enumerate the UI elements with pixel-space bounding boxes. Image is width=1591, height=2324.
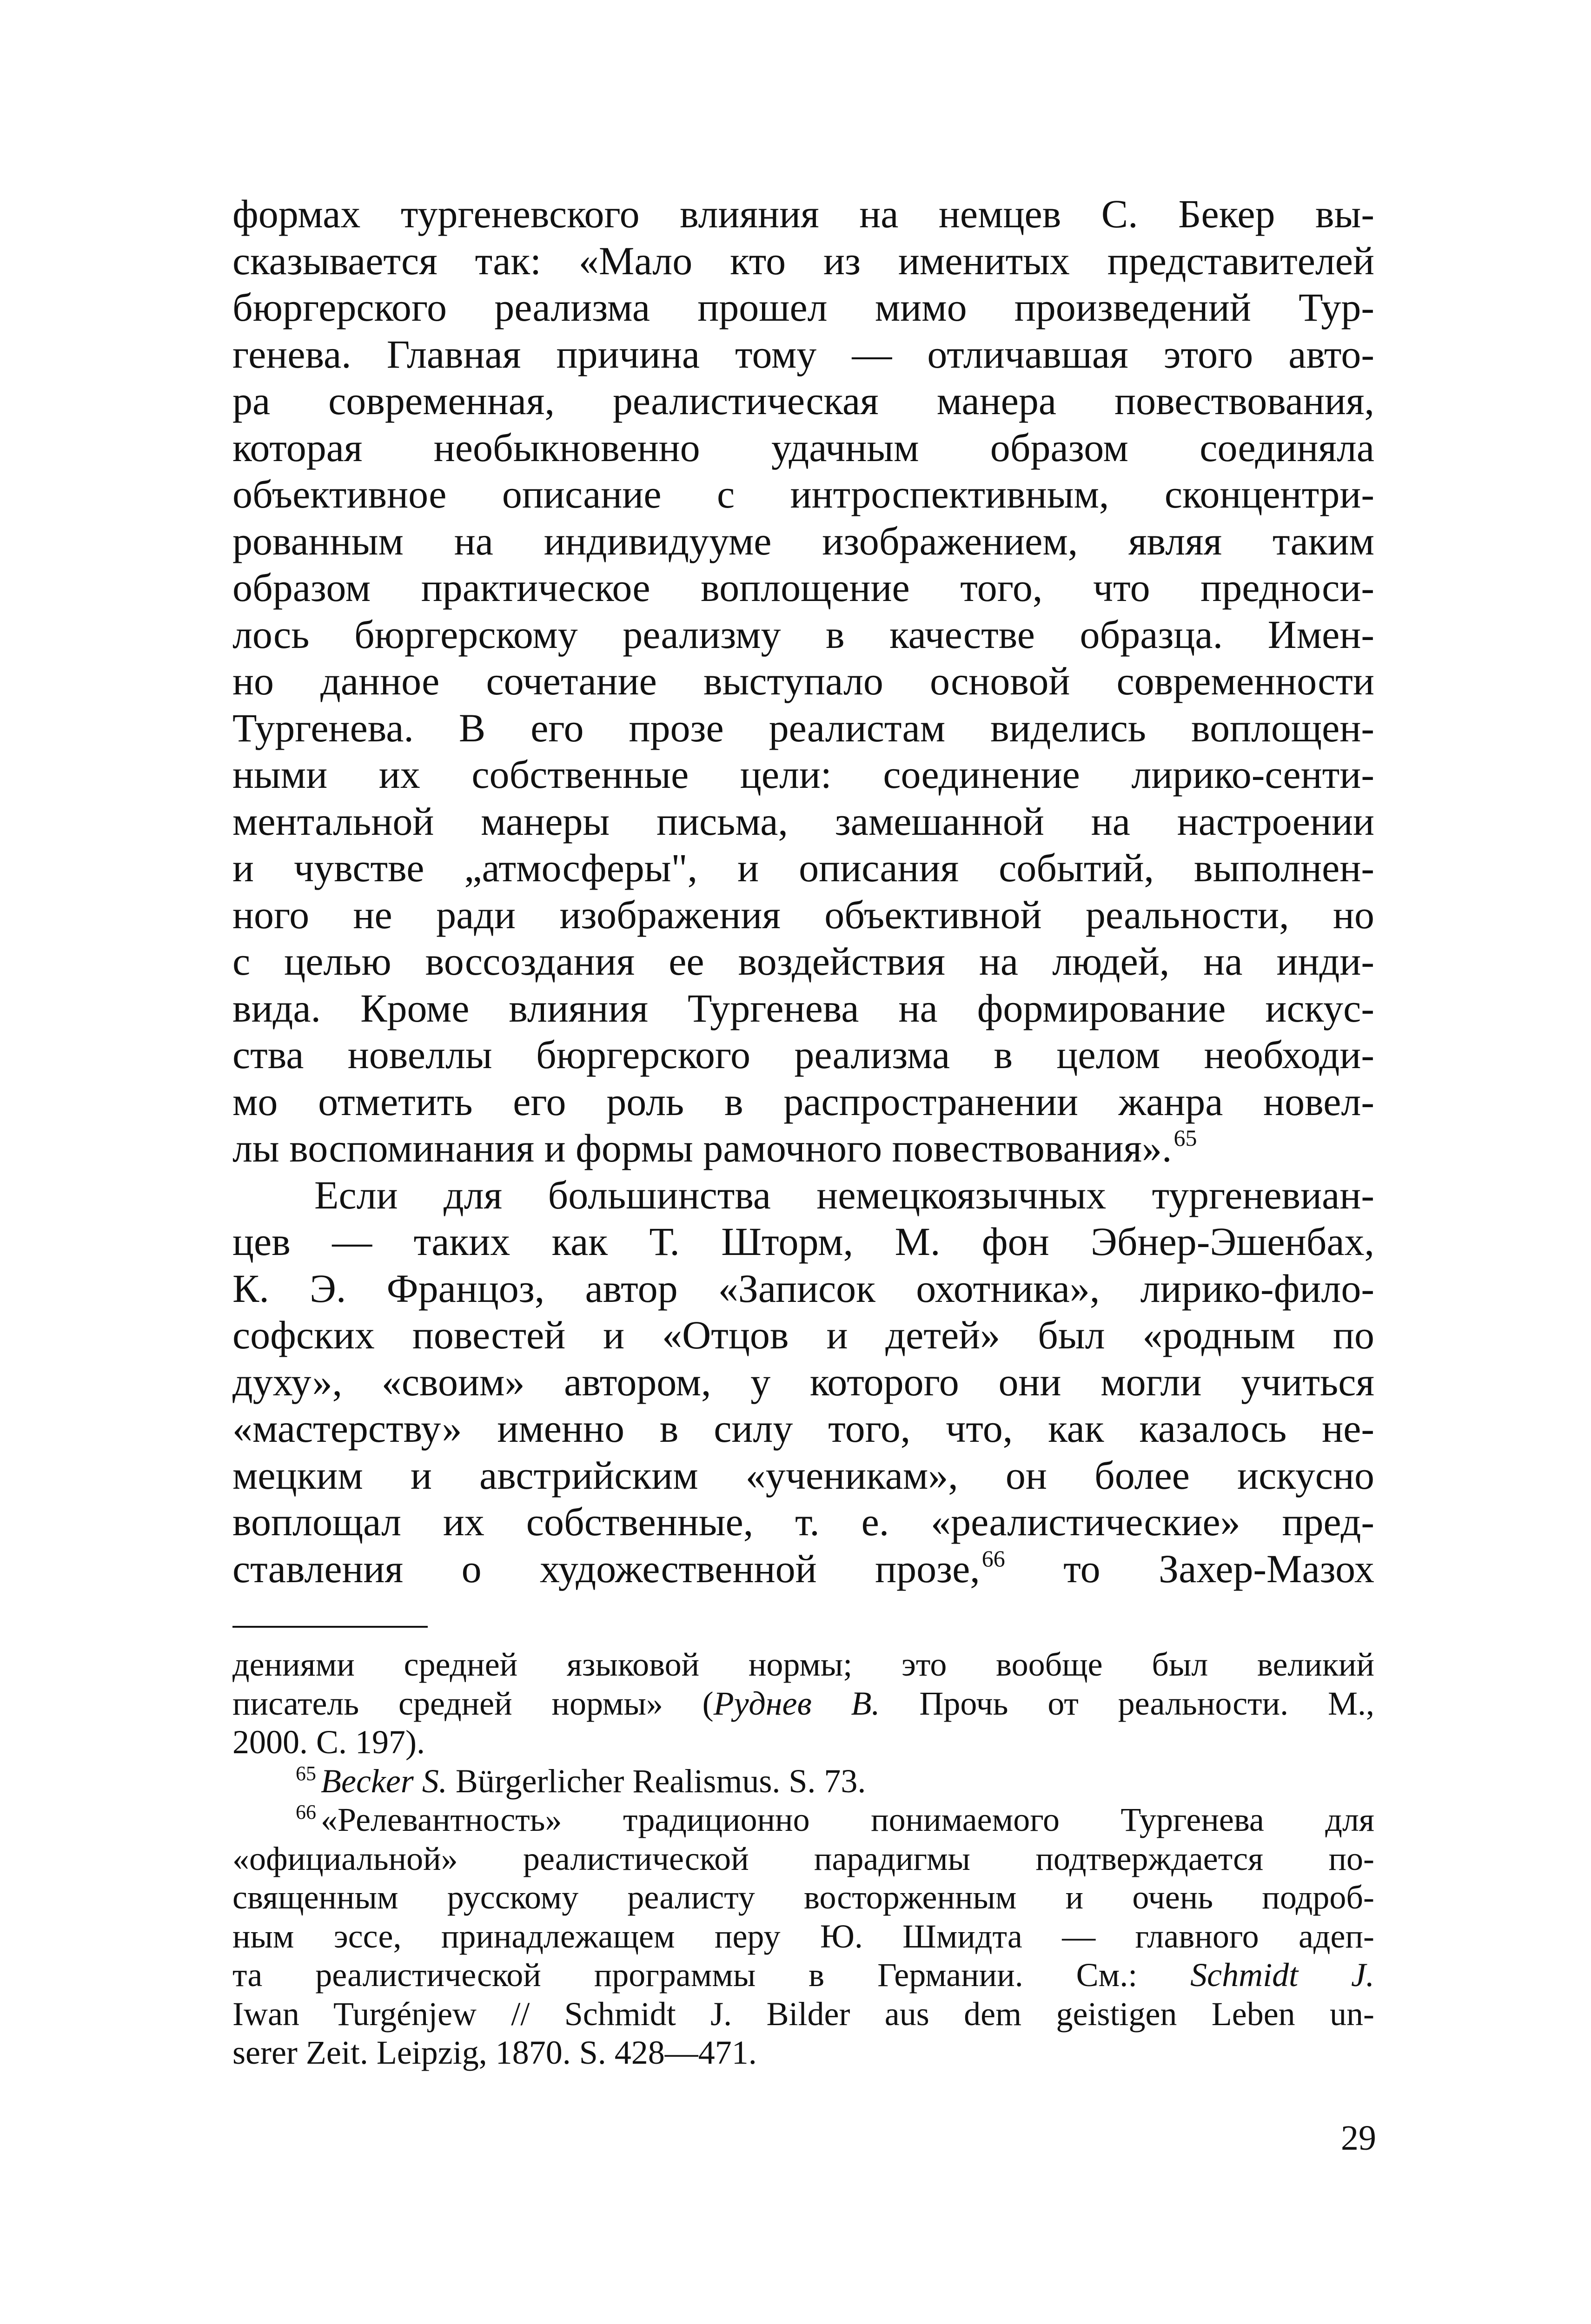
text-line: бюргерского реализма прошел мимо произведений Тур- — [232, 285, 1374, 330]
text-line-content: ставления о художественной прозе, — [232, 1546, 980, 1591]
footnote-text: Bürgerlicher Realismus. S. 73. — [447, 1762, 866, 1800]
footnote-text: «Релевантность» традиционно понимаемого Тургенева для — [321, 1801, 1374, 1838]
text-line: софских повестей и «Отцов и детей» был «родным по — [232, 1313, 1374, 1357]
text-line: ного не ради изображения объективной реальности, но — [232, 892, 1374, 937]
footnote-continuation-line: дениями средней языковой нормы; это вообще был великий — [232, 1646, 1374, 1683]
text-line: формах тургеневского влияния на немцев С. Бекер вы- — [232, 191, 1374, 236]
text-line: духу», «своим» автором, у которого они могли учиться — [232, 1359, 1374, 1404]
text-line: К. Э. Францоз, автор «Записок охотника», лирико-фило- — [232, 1266, 1374, 1311]
footnote-number: 65 — [296, 1762, 316, 1785]
text-line: с целью воссоздания ее воздействия на людей, на инди- — [232, 939, 1374, 984]
text-line: и чувстве „атмосферы", и описания событий, выполнен- — [232, 845, 1374, 890]
footnote-ref-65[interactable]: 65 — [1173, 1125, 1197, 1151]
main-text-body — [232, 191, 1374, 1592]
text-line: мецким и австрийским «ученикам», он более искусно — [232, 1452, 1374, 1498]
footnote-separator — [232, 1626, 428, 1628]
text-line: ра современная, реалистическая манера повествования, — [232, 378, 1374, 423]
text-line: лось бюргерскому реализму в качестве образца. Имен- — [232, 612, 1374, 657]
footnote-number: 66 — [296, 1801, 316, 1823]
footnote-author: Руднев В. — [713, 1684, 880, 1722]
text-line: воплощал их собственные, т. е. «реалистические» пред- — [232, 1499, 1374, 1544]
text-line: которая необыкновенно удачным образом соединяла — [232, 425, 1374, 470]
footnotes-section — [232, 1645, 1374, 2073]
text-line-with-footnote-ref — [232, 1545, 1374, 1592]
footnote-text: писатель средней нормы» ( — [232, 1684, 714, 1722]
footnote-continuation-line — [232, 1684, 1374, 1723]
footnote-continuation-line: 2000. С. 197). — [232, 1723, 425, 1761]
text-line: сказывается так: «Мало кто из именитых представителей — [232, 238, 1374, 283]
text-line: образом практическое воплощение того, что предноси- — [232, 565, 1374, 610]
text-line: но данное сочетание выступало основой современности — [232, 659, 1374, 703]
text-line: цев — таких как Т. Шторм, М. фон Эбнер-Эшенбах, — [232, 1219, 1374, 1264]
text-line-content: лы воспоминания и формы рамочного повествования». — [232, 1126, 1172, 1170]
text-line: объективное описание с интроспективным, сконцентри- — [232, 472, 1374, 516]
text-line: мо отметить его роль в распространении жанра новел- — [232, 1079, 1374, 1124]
footnote-line: serer Zeit. Leipzig, 1870. S. 428—471. — [232, 2034, 757, 2071]
text-line-content: то Захер-Мазох — [1005, 1546, 1374, 1591]
paragraph-start-line: Если для большинства немецкоязычных тургеневиан- — [314, 1172, 1374, 1217]
text-line: рованным на индивидууме изображением, являя таким — [232, 518, 1374, 563]
footnote-line: священным русскому реалисту восторженным и очень подроб- — [232, 1879, 1374, 1916]
footnote-text: та реалистической программы в Германии. См.: — [232, 1956, 1191, 1994]
footnote-line: Iwan Turgénjew // Schmidt J. Bilder aus dem geistigen Leben un- — [232, 1995, 1374, 2033]
footnote-line: «официальной» реалистической парадигмы подтверждается по- — [232, 1840, 1374, 1877]
footnote-line: ным эссе, принадлежащем перу Ю. Шмидта — главного адеп- — [232, 1917, 1374, 1955]
footnote-66 — [232, 1801, 1374, 1840]
text-line: «мастерству» именно в силу того, что, как казалось не- — [232, 1406, 1374, 1451]
text-line-with-footnote-ref — [232, 1125, 1374, 1172]
text-line: ными их собственные цели: соединение лирико-сенти- — [232, 752, 1374, 797]
footnote-author: Becker S. — [321, 1762, 447, 1800]
footnote-ref-66[interactable]: 66 — [981, 1545, 1005, 1571]
text-line: ментальной манеры письма, замешанной на настроении — [232, 799, 1374, 844]
footnote-author: Schmidt J. — [1190, 1956, 1374, 1994]
page-number: 29 — [1341, 2119, 1376, 2158]
text-line: вида. Кроме влияния Тургенева на формирование искус- — [232, 985, 1374, 1030]
footnote-text: Прочь от реальности. М., — [880, 1684, 1374, 1722]
footnote-65 — [232, 1762, 1374, 1801]
text-line: ства новеллы бюргерского реализма в целом необходи- — [232, 1032, 1374, 1077]
text-line: генева. Главная причина тому — отличавшая этого авто- — [232, 331, 1374, 376]
text-line: Тургенева. В его прозе реалистам виделись воплощен- — [232, 705, 1374, 750]
footnote-line — [232, 1956, 1374, 1995]
